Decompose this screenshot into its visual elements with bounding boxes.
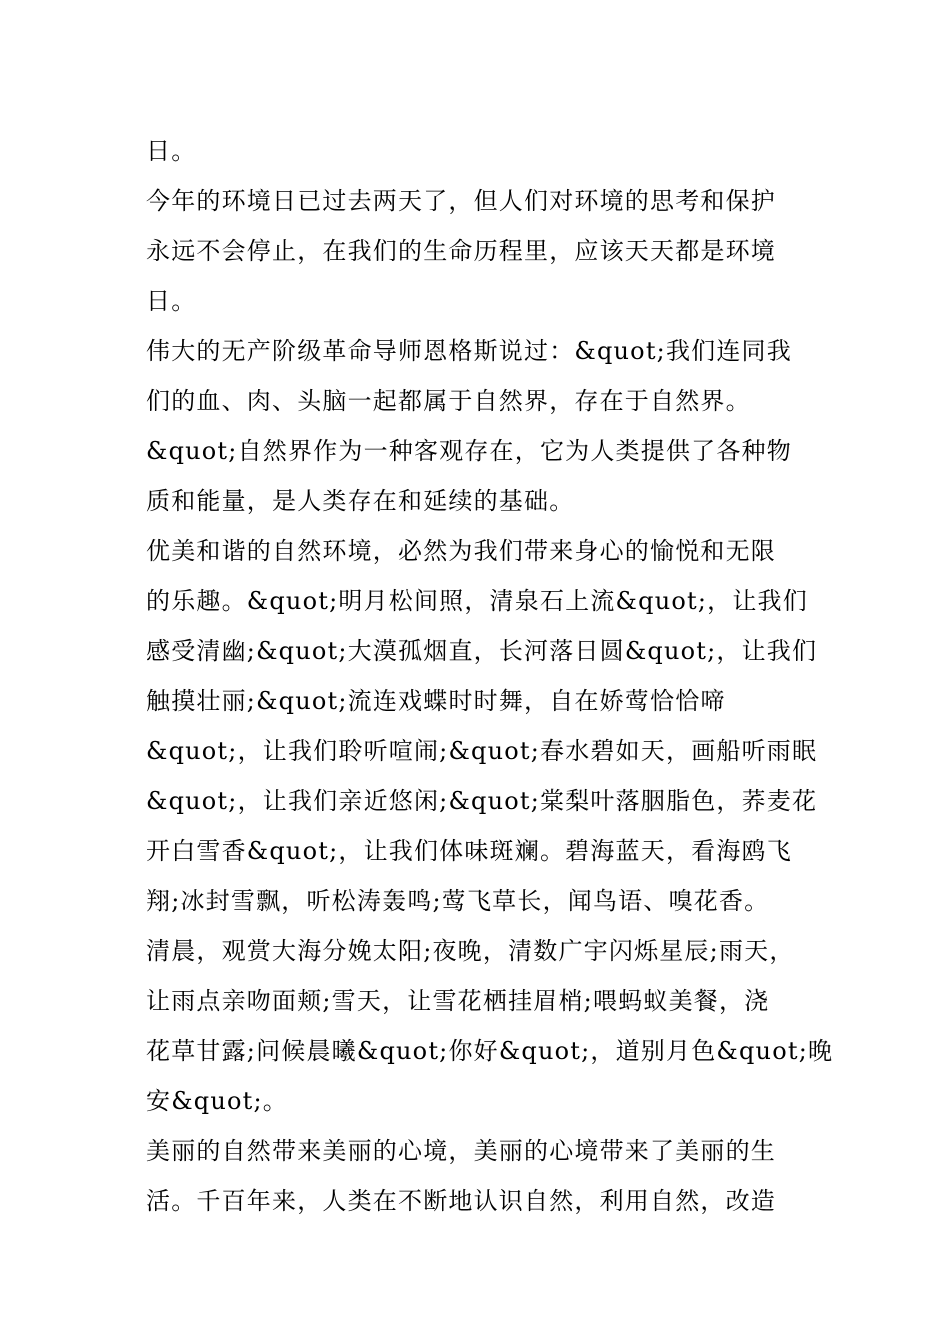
text-line: 伟大的无产阶级革命导师恩格斯说过：&quot;我们连同我 [146, 337, 792, 365]
text-line: 活。千百年来，人类在不断地认识自然，利用自然，改造 [146, 1187, 776, 1215]
text-line: &quot;自然界作为一种客观存在，它为人类提供了各种物 [146, 437, 792, 465]
text-line: 质和能量，是人类存在和延续的基础。 [146, 487, 575, 515]
text-line: &quot;，让我们亲近悠闲;&quot;棠梨叶落胭脂色，荞麦花 [146, 787, 818, 815]
text-line: 开白雪香&quot;，让我们体味斑斓。碧海蓝天，看海鸥飞 [146, 837, 792, 865]
text-line: 感受清幽;&quot;大漠孤烟直，长河落日圆&quot;，让我们 [146, 637, 818, 665]
body-text [146, 126, 834, 1226]
text-line: 们的血、肉、头脑一起都属于自然界，存在于自然界。 [146, 387, 751, 415]
text-line: 翔;冰封雪飘，听松涛轰鸣;莺飞草长，闻鸟语、嗅花香。 [146, 887, 770, 915]
text-line: 的乐趣。&quot;明月松间照，清泉石上流&quot;，让我们 [146, 587, 808, 615]
text-line: 清晨，观赏大海分娩太阳;夜晚，清数广宇闪烁星辰;雨天， [146, 937, 795, 965]
text-line: 美丽的自然带来美丽的心境，美丽的心境带来了美丽的生 [146, 1137, 776, 1165]
text-line: 日。 [146, 287, 197, 315]
text-line: 花草甘露;问候晨曦&quot;你好&quot;，道别月色&quot;晚 [146, 1037, 834, 1065]
text-line: 优美和谐的自然环境，必然为我们带来身心的愉悦和无限 [146, 537, 776, 565]
text-line: 日。 [146, 137, 197, 165]
text-line: 安&quot;。 [146, 1087, 288, 1115]
text-line: &quot;，让我们聆听喧闹;&quot;春水碧如天，画船听雨眠 [146, 737, 818, 765]
text-line: 让雨点亲吻面颊;雪天，让雪花栖挂眉梢;喂蚂蚁美餐，浇 [146, 987, 770, 1015]
text-line: 今年的环境日已过去两天了，但人们对环境的思考和保护 [146, 187, 776, 215]
text-line: 触摸壮丽;&quot;流连戏蝶时时舞，自在娇莺恰恰啼 [146, 687, 726, 715]
text-line: 永远不会停止，在我们的生命历程里，应该天天都是环境 [146, 237, 776, 265]
